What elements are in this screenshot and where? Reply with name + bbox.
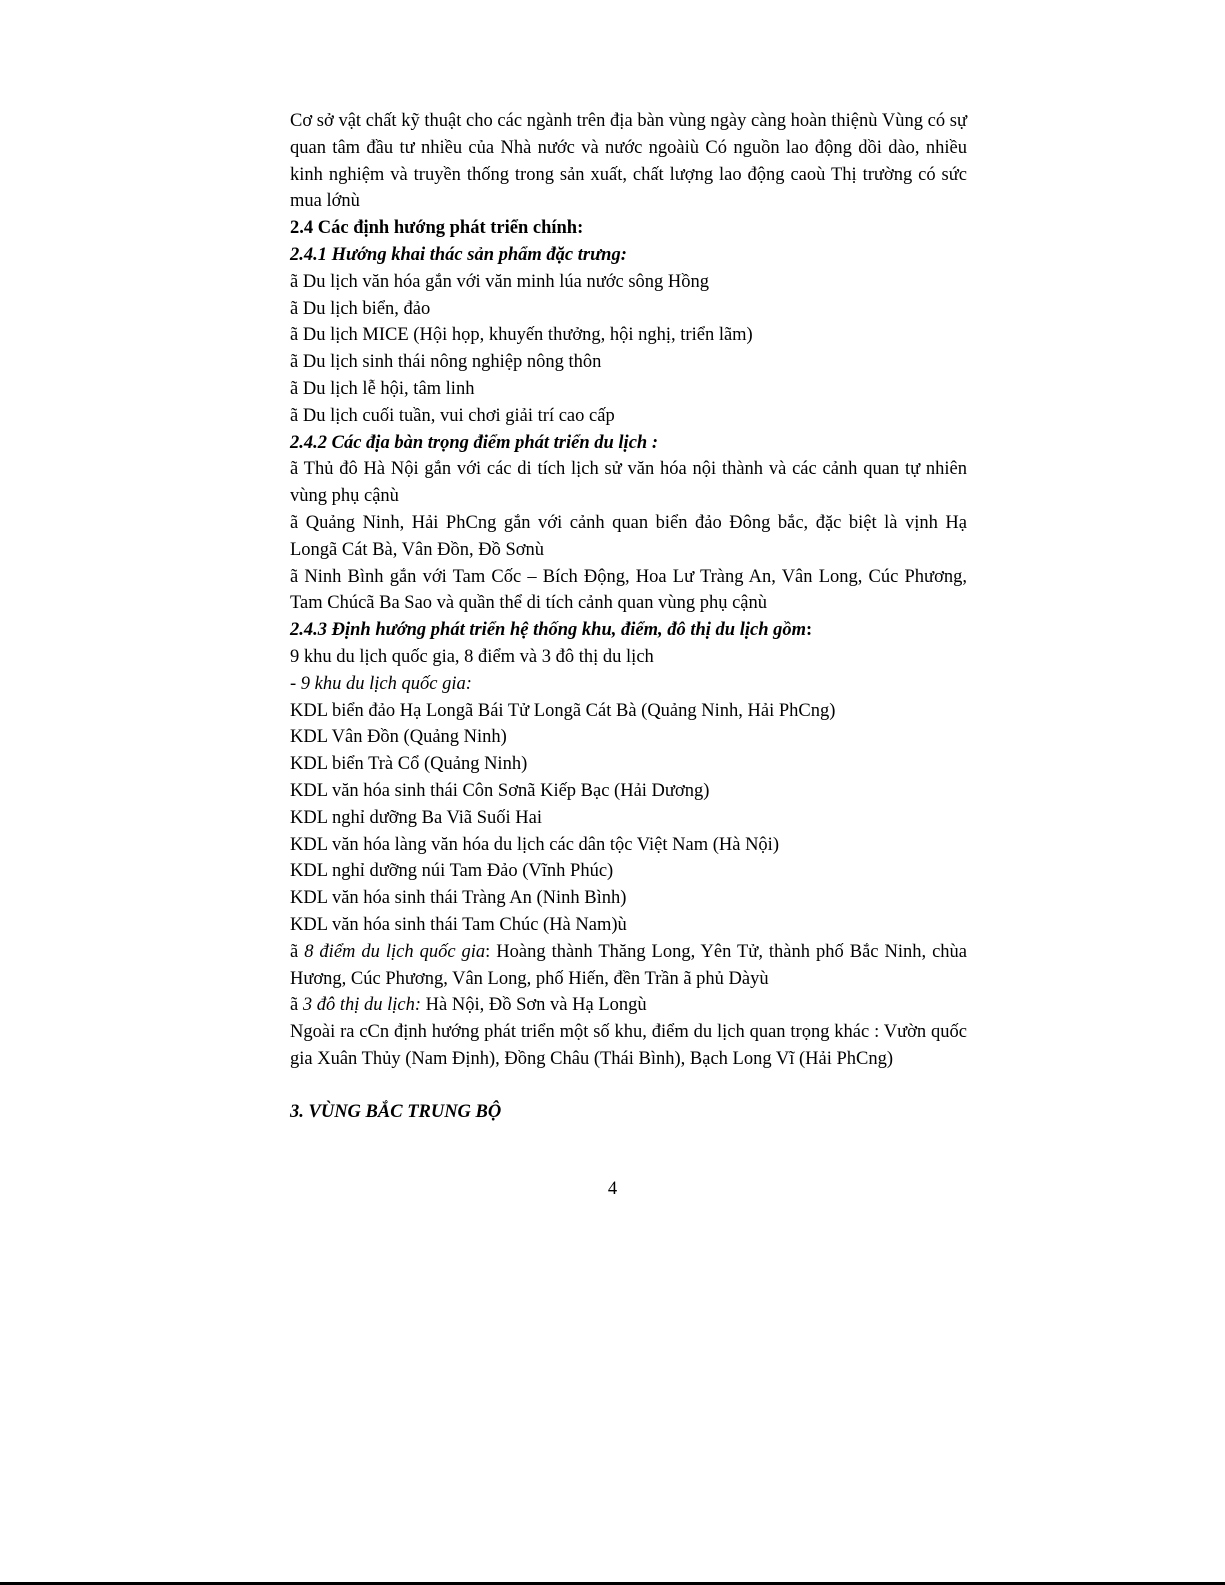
summary-line: 9 khu du lịch quốc gia, 8 điểm và 3 đô thị du lịch <box>290 646 654 667</box>
national-points-paragraph <box>290 939 967 993</box>
bullet: ã <box>290 941 305 962</box>
list-item: KDL biển đảo Hạ Longã Bái Tử Longã Cát Bà (Quảng Ninh, Hải PhCng) <box>290 700 836 721</box>
tourism-cities-label: 3 đô thị du lịch: <box>302 995 422 1016</box>
list-item: KDL nghỉ dưỡng Ba Viã Suối Hai <box>290 807 542 828</box>
tourism-cities-line <box>290 992 967 1019</box>
list-item: ã Du lịch cuối tuần, vui chơi giải trí cao cấp <box>290 405 615 426</box>
section-2-4-heading: 2.4 Các định hướng phát triển chính: <box>290 218 584 239</box>
list-item: KDL biển Trà Cổ (Quảng Ninh) <box>290 754 528 775</box>
focus-area-paragraph: ã Quảng Ninh, Hải PhCng gắn với cảnh quan biển đảo Đông bắc, đặc biệt là vịnh Hạ Longã Cát Bà, Vân Đồn, Đồ Sơnù <box>290 512 967 560</box>
document-body <box>290 108 967 1125</box>
subsection-2-4-3-heading-colon: : <box>806 620 813 641</box>
list-item: ã Du lịch văn hóa gắn với văn minh lúa nước sông Hồng <box>290 271 710 292</box>
list-item: ã Du lịch sinh thái nông nghiệp nông thôn <box>290 352 602 373</box>
list-item: ã Du lịch lễ hội, tâm linh <box>290 378 475 399</box>
section-3-heading: 3. VÙNG BẮC TRUNG BỘ <box>290 1101 502 1122</box>
list-item: ã Du lịch MICE (Hội họp, khuyến thưởng, hội nghị, triển lãm) <box>290 325 753 346</box>
national-areas-label: - 9 khu du lịch quốc gia: <box>290 673 472 694</box>
focus-area-paragraph: ã Thủ đô Hà Nội gắn với các di tích lịch sử văn hóa nội thành và các cảnh quan tự nhiên vùng phụ cậnù <box>290 459 967 507</box>
spacer <box>290 1073 967 1099</box>
national-points-text: : Hoàng thành Thăng Long, Yên Tử, thành phố Bắc Ninh, chùa Hương, Cúc Phương, Vân Long, phố Hiến, đền Trần ã phủ Dàyù <box>290 941 967 989</box>
other-areas-paragraph: Ngoài ra cCn định hướng phát triển một số khu, điểm du lịch quan trọng khác : Vườn quốc gia Xuân Thủy (Nam Định), Đồng Châu (Thái Bình), Bạch Long Vĩ (Hải PhCng) <box>290 1022 967 1069</box>
focus-area-paragraph: ã Ninh Bình gắn với Tam Cốc – Bích Động, Hoa Lư Tràng An, Vân Long, Cúc Phương, Tam Chúcã Ba Sao và quần thể di tích cảnh quan vùng phụ cậnù <box>290 566 967 614</box>
page-number: 4 <box>607 1179 618 1199</box>
list-item: KDL Vân Đồn (Quảng Ninh) <box>290 727 507 748</box>
tourism-cities-text: Hà Nội, Đồ Sơn và Hạ Longù <box>421 995 647 1016</box>
national-points-label: 8 điểm du lịch quốc gia <box>304 941 486 962</box>
subsection-2-4-3-heading-text: 2.4.3 Định hướng phát triển hệ thống khu, điểm, đô thị du lịch gồm <box>290 620 807 641</box>
intro-paragraph: Cơ sở vật chất kỹ thuật cho các ngành trên địa bàn vùng ngày càng hoàn thiệnù Vùng có sự quan tâm đầu tư nhiều của Nhà nước và nước ngoàiù Có nguồn lao động dồi dào, nhiều kinh nghiệm và truyền thống trong sản xuất, chất lượng lao động caoù Thị trường có sức mua lớnù <box>290 111 967 212</box>
subsection-2-4-1-heading: 2.4.1 Hướng khai thác sản phẩm đặc trưng: <box>290 244 627 265</box>
list-item: KDL văn hóa sinh thái Tam Chúc (Hà Nam)ù <box>290 914 627 935</box>
list-item: KDL nghỉ dưỡng núi Tam Đảo (Vĩnh Phúc) <box>290 861 614 882</box>
list-item: KDL văn hóa sinh thái Tràng An (Ninh Bình) <box>290 888 627 909</box>
list-item: KDL văn hóa sinh thái Côn Sơnã Kiếp Bạc (Hải Dương) <box>290 780 710 801</box>
list-item: ã Du lịch biển, đảo <box>290 298 431 319</box>
subsection-2-4-2-heading: 2.4.2 Các địa bàn trọng điểm phát triển du lịch : <box>290 432 658 453</box>
list-item: KDL văn hóa làng văn hóa du lịch các dân tộc Việt Nam (Hà Nội) <box>290 834 779 855</box>
bullet: ã <box>290 995 303 1016</box>
subsection-2-4-3-heading <box>290 617 967 644</box>
